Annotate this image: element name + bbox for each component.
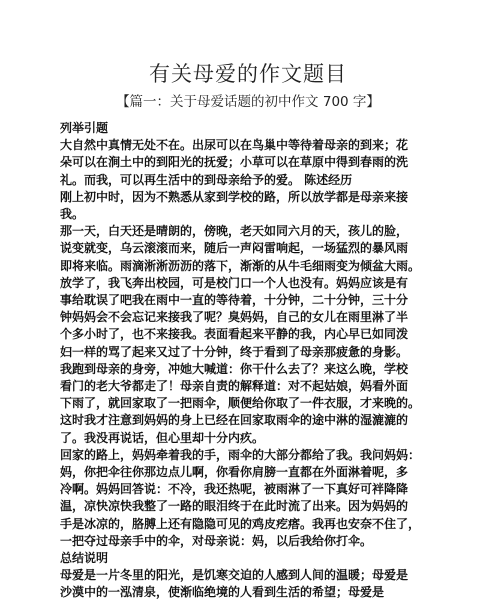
paragraph: 回家的路上，妈妈牵着我的手，雨伞的大部分都给了我。我问妈妈： 妈，你把伞往你那边点儿啊，你看你肩膀一直都在外面淋着呢，多 冷啊。妈妈回答说：不冷，我还热呢，被雨淋了一下真好可袢降降 温，凉快凉快我整了一路的眼泪终于在此时流了出来。因为妈妈的 手是冰凉的，胳膊上还有隐隐可见的鸡皮疙瘩。我再也安奈不住了， 一把夺过母亲手中的伞，对母亲说：妈，以后我给你打伞。 (60, 447, 421, 548)
paragraph: 总结说明 (60, 551, 109, 566)
document-subtitle: 【篇一：关于母爱话题的初中作文 700 字】 (116, 94, 380, 110)
paragraph: 我跑到母亲的身旁，冲她大喊道：你干什么去了？来这么晚，学校 看门的老大爷都走了！母亲自责的解释道：对不起姑娘，妈看外面 下雨了，就回家取了一把雨伞，顺便给你取了一件衣服，才来晚的。 这时我才注意到妈妈的身上已经在回家取雨伞的途中淋的湿漉漉的 了。我没再说话，但心里却十分内疚。 (60, 361, 421, 445)
paragraph: 大自然中真情无处不在。出尿可以在鸟巢中等待着母亲的到来；花 朵可以在涧土中的到阳光的抚爱；小草可以在草原中得到春雨的洗 礼。而我，可以再生活中的到母亲给予的爱。 陈述经历 (60, 138, 409, 187)
paragraph: 那一天，白天还是晴朗的，傍晚，老天如同六月的天，孩儿的脸， 说变就变，乌云滚滚而来，随后一声闷雷响起，一场猛烈的暴风雨 即将来临。雨滴淅淅沥沥的落下，渐渐的从牛毛细雨变为倾盆大雨。 (60, 224, 421, 273)
paragraph: 列举引题 (60, 121, 109, 135)
document-body (60, 120, 440, 602)
paragraph: 放学了，我飞奔出校园，可是校门口一个人也没有。妈妈应该是有 事给耽误了吧我在雨中一直的等待着，十分钟，二十分钟，三十分 钟妈妈会不会忘记来接我了呢？臭妈妈，自己的女儿在雨里淋了半 个多小时了，也不来接我。表面看起来平静的我，内心早已如同泼 妇一样的骂了起来又过了十分钟，终于看到了母亲那疲惫的身影。 (60, 275, 409, 359)
paragraph: 母爱是一片冬里的阳光，是饥寒交迫的人感到人间的温暖；母爱是 沙漠中的一泓清泉，使渐临绝境的人看到生活的希望；母爱是 (60, 568, 409, 600)
document-title: 有关母爱的作文题目 (149, 62, 347, 86)
paragraph: 刚上初中时，因为不熟悉从家到学校的路，所以放学都是母亲来接 我。 (60, 189, 409, 222)
